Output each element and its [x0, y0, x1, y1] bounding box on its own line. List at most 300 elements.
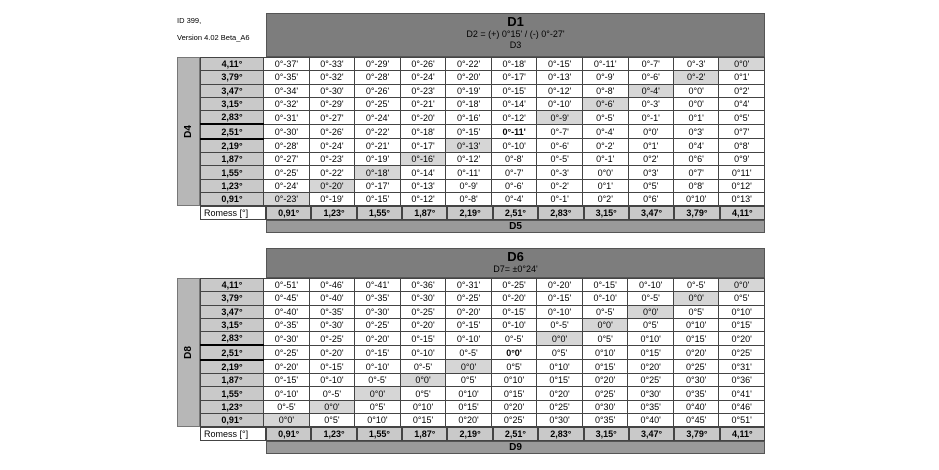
table-row [200, 84, 764, 97]
table-cell: 0°-30' [309, 318, 355, 331]
table-cell: 0°0' [673, 97, 718, 110]
table-cell: 0°-6' [537, 139, 583, 153]
table-cell: 0°-18' [491, 58, 537, 71]
table-cell: 0°-10' [264, 387, 310, 400]
table-cell: 0°-21' [400, 97, 446, 110]
table-cell: 0°5' [446, 374, 492, 387]
table-cell: 0°-20' [400, 318, 446, 331]
version-label: Version 4.02 Beta_A6 [177, 33, 250, 42]
table-cell: 0°6' [628, 192, 673, 205]
table-cell: 0°4' [719, 97, 765, 110]
table-cell: 0°-31' [446, 279, 492, 292]
table-cell: 0°-5' [673, 279, 718, 292]
table-cell: 0°-1' [582, 153, 628, 166]
table-cell: 0°-13' [537, 71, 583, 84]
table-cell: 0°0' [264, 413, 310, 426]
row-header: 1,55° [200, 166, 263, 179]
table-cell: 0°20' [628, 360, 674, 374]
row-header: 3,79° [200, 292, 263, 305]
table-cell: 0°0' [491, 345, 537, 359]
table-row [200, 97, 764, 110]
table-cell: 0°-40' [309, 292, 355, 305]
table-cell: 0°-41' [355, 279, 401, 292]
table-cell: 0°0' [673, 84, 718, 97]
table-cell: 0°-15' [446, 318, 492, 331]
table-cell: 0°-26' [400, 58, 446, 71]
table-cell: 0°1' [628, 139, 673, 153]
table-cell: 0°-10' [355, 360, 401, 374]
table-cell: 0°-17' [355, 179, 401, 192]
table-cell: 0°-1' [537, 192, 583, 205]
table-cell: 0°0' [582, 166, 628, 179]
table-cell: 0°-6' [582, 97, 628, 110]
table-cell: 0°-10' [491, 318, 537, 331]
table-cell: 0°2' [582, 192, 628, 205]
table-cell: 0°-14' [400, 166, 446, 179]
table-cell: 0°-5' [582, 305, 628, 318]
table-d6 [177, 248, 765, 454]
table-cell: 0°-9' [537, 111, 583, 125]
table-cell: 0°-10' [400, 345, 446, 359]
row-header: 2,83° [200, 111, 263, 125]
column-header: 2,19° [447, 427, 492, 441]
table-cell: 0°-28' [355, 71, 401, 84]
table-cell: 0°25' [628, 374, 674, 387]
table-cell: 0°-18' [446, 97, 492, 110]
table-cell: 0°6' [673, 153, 718, 166]
table-cell: 0°10' [628, 332, 674, 346]
table-cell: 0°-24' [355, 111, 401, 125]
column-header: 1,87° [402, 206, 447, 220]
table-cell: 0°-24' [309, 139, 355, 153]
table-cell: 0°-29' [309, 97, 355, 110]
table-cell: 0°-15' [491, 84, 537, 97]
table-cell: 0°-11' [491, 124, 537, 138]
table-cell: 0°-18' [355, 166, 401, 179]
table-cell: 0°-18' [400, 124, 446, 138]
table-cell: 0°10' [400, 400, 446, 413]
table-cell: 0°30' [582, 400, 628, 413]
table-row [200, 387, 764, 400]
table-row [200, 360, 764, 374]
table-cell: 0°5' [719, 292, 765, 305]
row-header: 3,15° [200, 97, 263, 110]
table-row [200, 305, 764, 318]
table-cell: 0°-20' [491, 292, 537, 305]
table-cell: 0°-15' [309, 360, 355, 374]
table-cell: 0°-3' [673, 58, 718, 71]
table-cell: 0°2' [628, 153, 673, 166]
column-header: 1,23° [311, 427, 356, 441]
table-cell: 0°-25' [355, 97, 401, 110]
table-cell: 0°-3' [537, 166, 583, 179]
table-cell: 0°-25' [446, 292, 492, 305]
table-cell: 0°-24' [400, 71, 446, 84]
table-cell: 0°30' [537, 413, 583, 426]
table-cell: 0°-5' [537, 153, 583, 166]
table-cell: 0°-15' [491, 305, 537, 318]
table-cell: 0°8' [719, 139, 765, 153]
table-cell: 0°-4' [582, 124, 628, 138]
table-cell: 0°-10' [628, 279, 674, 292]
table-cell: 0°0' [309, 400, 355, 413]
table-cell: 0°35' [628, 400, 674, 413]
table-cell: 0°15' [582, 360, 628, 374]
table-cell: 0°5' [355, 400, 401, 413]
table-cell: 0°10' [355, 413, 401, 426]
footer-row [177, 206, 765, 220]
table-cell: 0°46' [719, 400, 765, 413]
table-cell: 0°0' [673, 292, 718, 305]
table-cell: 0°0' [446, 360, 492, 374]
table-cell: 0°-11' [582, 58, 628, 71]
table-cell: 0°-27' [264, 153, 310, 166]
table-cell: 0°-23' [264, 192, 310, 205]
table-cell: 0°-26' [355, 84, 401, 97]
table-cell: 0°-17' [400, 139, 446, 153]
table-cell: 0°25' [673, 360, 718, 374]
table-cell: 0°10' [673, 318, 718, 331]
table-cell: 0°0' [582, 318, 628, 331]
table-cell: 0°-5' [582, 111, 628, 125]
column-header: 4,11° [720, 427, 765, 441]
table-cell: 0°20' [673, 345, 718, 359]
table-cell: 0°-2' [582, 139, 628, 153]
table-header [266, 13, 765, 57]
table-cell: 0°-45' [264, 292, 310, 305]
table-cell: 0°5' [582, 332, 628, 346]
table-cell: 0°15' [537, 374, 583, 387]
row-header: 3,47° [200, 305, 263, 318]
table-row [200, 166, 764, 179]
footer-label: Romess [°] [200, 206, 266, 220]
table-cell: 0°10' [582, 345, 628, 359]
table-row [200, 111, 764, 125]
table-cell: 0°-19' [355, 153, 401, 166]
table-cell: 0°-30' [400, 292, 446, 305]
table-row [200, 58, 764, 71]
table-cell: 0°-7' [491, 166, 537, 179]
table-row [200, 345, 764, 359]
table-cell: 0°-15' [537, 58, 583, 71]
table-cell: 0°7' [719, 124, 765, 138]
column-header: 1,55° [357, 206, 402, 220]
table-cell: 0°10' [537, 360, 583, 374]
table-cell: 0°-35' [264, 318, 310, 331]
table-cell: 0°-31' [264, 111, 310, 125]
table-cell: 0°-20' [446, 305, 492, 318]
table-cell: 0°-16' [446, 111, 492, 125]
table-cell: 0°15' [491, 387, 537, 400]
table-cell: 0°12' [719, 179, 765, 192]
table-d1 [177, 13, 765, 233]
table-cell: 0°-2' [673, 71, 718, 84]
column-header: 2,51° [493, 427, 538, 441]
table-cell: 0°25' [582, 387, 628, 400]
table-cell: 0°-2' [537, 179, 583, 192]
table-cell: 0°-16' [400, 153, 446, 166]
table-row [200, 71, 764, 84]
table-cell: 0°-10' [537, 305, 583, 318]
table-cell: 0°-22' [309, 166, 355, 179]
footer-label: Romess [°] [200, 427, 266, 441]
column-header: 3,15° [584, 206, 629, 220]
table-subtitle: D2 = (+) 0°15' / (-) 0°-27' [466, 29, 565, 39]
table-cell: 0°-12' [491, 111, 537, 125]
table-cell: 0°10' [491, 374, 537, 387]
table-row [200, 192, 764, 205]
table-cell: 0°7' [673, 166, 718, 179]
table-row [200, 292, 764, 305]
table-cell: 0°10' [673, 192, 718, 205]
table-cell: 0°-40' [264, 305, 310, 318]
table-cell: 0°-20' [537, 279, 583, 292]
table-cell: 0°-15' [400, 332, 446, 346]
table-cell: 0°-10' [491, 139, 537, 153]
table-cell: 0°15' [628, 345, 674, 359]
table-cell: 0°15' [719, 318, 765, 331]
table-title: D1 [507, 14, 524, 29]
table-cell: 0°-22' [355, 124, 401, 138]
table-cell: 0°-11' [446, 166, 492, 179]
table-cell: 0°35' [673, 387, 718, 400]
column-header: 1,23° [311, 206, 356, 220]
table-cell: 0°41' [719, 387, 765, 400]
table-cell: 0°35' [582, 413, 628, 426]
table-cell: 0°5' [628, 318, 674, 331]
row-header: 0,91° [200, 192, 263, 205]
table-cell: 0°-5' [355, 374, 401, 387]
table-cell: 0°5' [309, 413, 355, 426]
table-cell: 0°1' [582, 179, 628, 192]
table-cell: 0°5' [673, 305, 718, 318]
table-cell: 0°-37' [264, 58, 310, 71]
table-cell: 0°15' [673, 332, 718, 346]
table-cell: 0°0' [400, 374, 446, 387]
table-cell: 0°-5' [264, 400, 310, 413]
row-header: 4,11° [200, 279, 263, 292]
table-cell: 0°-25' [264, 166, 310, 179]
table-cell: 0°5' [537, 345, 583, 359]
table-cell: 0°-17' [491, 71, 537, 84]
table-cell: 0°-5' [537, 318, 583, 331]
table-cell: 0°-26' [309, 124, 355, 138]
table-cell: 0°-46' [309, 279, 355, 292]
table-cell: 0°-12' [537, 84, 583, 97]
table-cell: 0°45' [673, 413, 718, 426]
table-cell: 0°-30' [264, 124, 310, 138]
table-cell: 0°-9' [446, 179, 492, 192]
row-header: 2,83° [200, 332, 263, 346]
table-cell: 0°8' [673, 179, 718, 192]
table-cell: 0°30' [673, 374, 718, 387]
table-cell: 0°4' [673, 139, 718, 153]
table-cell: 0°-30' [355, 305, 401, 318]
table-cell: 0°-4' [491, 192, 537, 205]
table-cell: 0°-8' [491, 153, 537, 166]
table-cell: 0°-25' [400, 305, 446, 318]
table-cell: 0°25' [719, 345, 765, 359]
table-cell: 0°-12' [400, 192, 446, 205]
table-cell: 0°-21' [355, 139, 401, 153]
table-cell: 0°-10' [582, 292, 628, 305]
table-header [266, 248, 765, 278]
table-cell: 0°-5' [491, 332, 537, 346]
table-row [200, 413, 764, 426]
table-cell: 0°-23' [400, 84, 446, 97]
table-cell: 0°-13' [400, 179, 446, 192]
table-cell: 0°-51' [264, 279, 310, 292]
side-label: D8 [177, 278, 200, 427]
table-row [200, 153, 764, 166]
table-cell: 0°-3' [628, 97, 673, 110]
row-header: 2,19° [200, 139, 263, 153]
row-header: 3,47° [200, 84, 263, 97]
table-cell: 0°-23' [309, 153, 355, 166]
table-row [200, 139, 764, 153]
table-cell: 0°-15' [537, 292, 583, 305]
table-cell: 0°-25' [491, 279, 537, 292]
table-cell: 0°-30' [264, 332, 310, 346]
row-header: 1,55° [200, 387, 263, 400]
table-cell: 0°40' [628, 413, 674, 426]
column-header: 2,83° [538, 427, 583, 441]
table-cell: 0°-24' [264, 179, 310, 192]
row-header: 3,15° [200, 318, 263, 331]
row-header: 1,87° [200, 153, 263, 166]
table-cell: 0°51' [719, 413, 765, 426]
table-cell: 0°-35' [309, 305, 355, 318]
id-label: ID 399, [177, 16, 202, 25]
table-cell: 0°0' [628, 305, 674, 318]
table-cell: 0°10' [446, 387, 492, 400]
table-cell: 0°-9' [582, 71, 628, 84]
table-cell: 0°-10' [537, 97, 583, 110]
table-cell: 0°-36' [400, 279, 446, 292]
table-cell: 0°20' [582, 374, 628, 387]
table-cell: 0°-15' [264, 374, 310, 387]
table-row [200, 179, 764, 192]
column-header: 2,83° [538, 206, 583, 220]
table-cell: 0°25' [537, 400, 583, 413]
table-cell: 0°-15' [355, 345, 401, 359]
table-cell: 0°-7' [537, 124, 583, 138]
table-row [200, 279, 764, 292]
table-cell: 0°5' [719, 111, 765, 125]
table-cell: 0°3' [628, 166, 673, 179]
table-cell: 0°-5' [400, 360, 446, 374]
table-cell: 0°0' [355, 387, 401, 400]
table-cell: 0°-1' [628, 111, 673, 125]
row-header: 3,79° [200, 71, 263, 84]
table-subtitle: D7= ±0°24' [493, 264, 538, 274]
table-cell: 0°-5' [309, 387, 355, 400]
table-cell: 0°-19' [309, 192, 355, 205]
table-cell: 0°-33' [309, 58, 355, 71]
table-cell: 0°36' [719, 374, 765, 387]
table-cell: 0°-4' [628, 84, 673, 97]
table-cell: 0°-20' [446, 71, 492, 84]
table-cell: 0°-7' [628, 58, 673, 71]
table-cell: 0°-6' [628, 71, 673, 84]
column-header: 0,91° [266, 206, 311, 220]
row-header: 4,11° [200, 58, 263, 71]
table-row [200, 318, 764, 331]
table-cell: 0°-22' [446, 58, 492, 71]
table-cell: 0°-32' [264, 97, 310, 110]
table-cell: 0°13' [719, 192, 765, 205]
column-header: 3,79° [674, 427, 719, 441]
table-cell: 0°0' [719, 58, 765, 71]
table-cell: 0°-25' [309, 332, 355, 346]
table-cell: 0°-10' [446, 332, 492, 346]
table-cell: 0°10' [719, 305, 765, 318]
table-cell: 0°-25' [264, 345, 310, 359]
table-cell: 0°-20' [355, 332, 401, 346]
table-cell: 0°40' [673, 400, 718, 413]
table-cell: 0°0' [628, 124, 673, 138]
table-cell: 0°20' [537, 387, 583, 400]
table-cell: 0°20' [719, 332, 765, 346]
table-row [200, 400, 764, 413]
table-cell: 0°-29' [355, 58, 401, 71]
table-cell: 0°9' [719, 153, 765, 166]
column-header: 2,51° [493, 206, 538, 220]
table-cell: 0°-14' [491, 97, 537, 110]
table-cell: 0°-15' [446, 124, 492, 138]
table-cell: 0°-20' [400, 111, 446, 125]
table-cell: 0°-20' [309, 345, 355, 359]
table-cell: 0°-20' [264, 360, 310, 374]
table-cell: 0°-19' [446, 84, 492, 97]
table-cell: 0°0' [537, 332, 583, 346]
column-header: 3,47° [629, 427, 674, 441]
table-cell: 0°25' [491, 413, 537, 426]
row-header: 1,23° [200, 179, 263, 192]
table-cell: 0°-35' [264, 71, 310, 84]
table-cell: 0°-15' [582, 279, 628, 292]
table-cell: 0°15' [446, 400, 492, 413]
table-row [200, 332, 764, 346]
table-cell: 0°5' [628, 179, 673, 192]
row-header: 2,51° [200, 345, 263, 359]
table-cell: 0°-5' [446, 345, 492, 359]
table-cell: 0°1' [719, 71, 765, 84]
table-cell: 0°-20' [309, 179, 355, 192]
table-cell: 0°-15' [355, 192, 401, 205]
row-header: 2,51° [200, 124, 263, 138]
footer-bar: D9 [266, 441, 765, 454]
table-cell: 0°2' [719, 84, 765, 97]
table-cell: 0°-8' [446, 192, 492, 205]
footer-bar: D5 [266, 220, 765, 233]
table-cell: 0°-34' [264, 84, 310, 97]
column-header: 0,91° [266, 427, 311, 441]
table-cell: 0°-25' [355, 318, 401, 331]
table-cell: 0°5' [491, 360, 537, 374]
table-cell: 0°-12' [446, 153, 492, 166]
table-subtitle-2: D3 [509, 40, 522, 50]
table-cell: 0°-32' [309, 71, 355, 84]
table-cell: 0°-28' [264, 139, 310, 153]
column-header: 1,87° [402, 427, 447, 441]
table-cell: 0°1' [673, 111, 718, 125]
row-header: 1,87° [200, 374, 263, 387]
column-header: 3,47° [629, 206, 674, 220]
table-cell: 0°-6' [491, 179, 537, 192]
table-cell: 0°31' [719, 360, 765, 374]
table-cell: 0°-27' [309, 111, 355, 125]
